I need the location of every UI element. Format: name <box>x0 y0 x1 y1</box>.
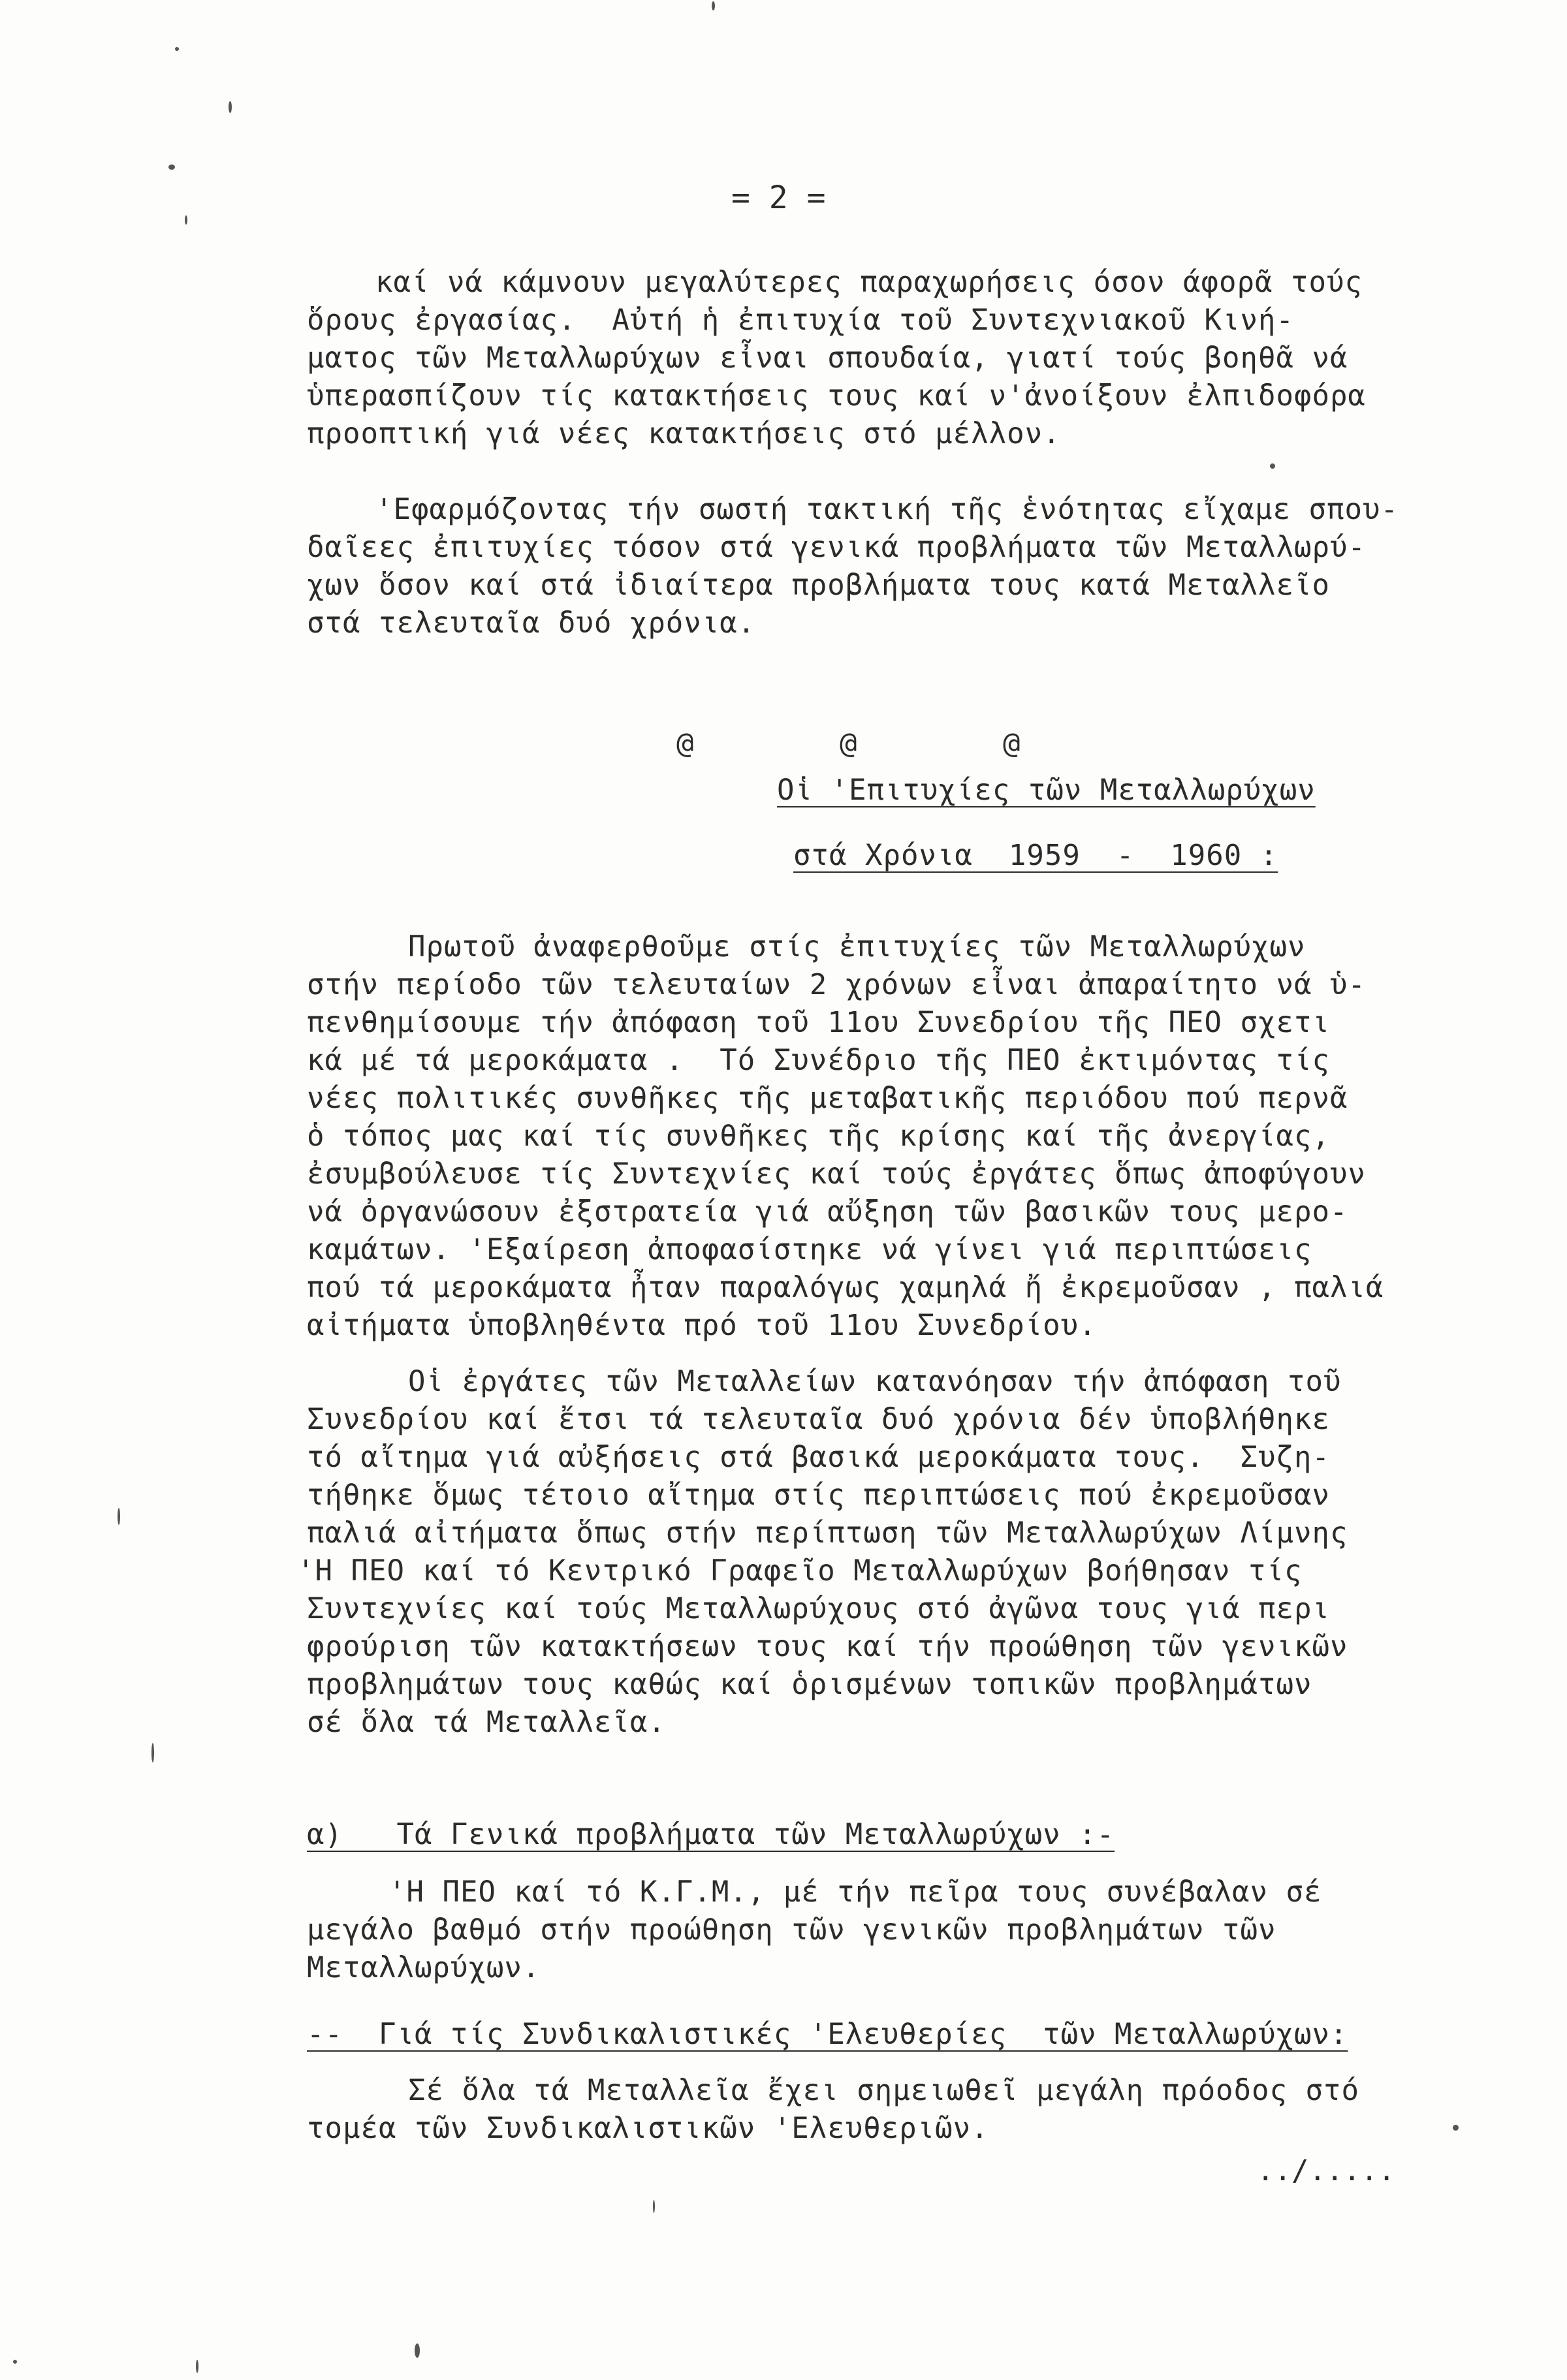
text-line: τομέα τῶν Συνδικαλιστικῶν 'Ελευθεριῶν. <box>307 2112 989 2145</box>
text-line: πενθημίσουμε τήν ἀπόφαση τοῦ 11ου Συνεδρίου τῆς ΠΕΟ σχετι <box>307 1006 1330 1039</box>
subsection-heading <box>307 2016 1348 2054</box>
text-line: ἐσυμβούλευσε τίς Συντεχνίες καί τούς ἐργάτες ὅπως ἀποφύγουν <box>307 1157 1366 1191</box>
text-line: αἰτήματα ὑποβληθέντα πρό τοῦ 11ου Συνεδρίου. <box>307 1309 1097 1342</box>
text-line: Σέ ὅλα τά Μεταλλεῖα ἔχει σημειωθεῖ μεγάλη πρόοδος στό <box>408 2074 1359 2107</box>
text-line: Μεταλλωρύχων. <box>307 1951 541 1984</box>
scan-speck <box>196 2360 198 2373</box>
scan-speck <box>118 1508 120 1525</box>
text-line: νά ὀργανώσουν ἐξστρατεία γιά αὔξηση τῶν βασικῶν τους μερο- <box>307 1195 1348 1229</box>
page-number: = 2 = <box>731 180 826 216</box>
section-heading: Οἱ 'Επιτυχίες τῶν Μεταλλωρύχων <box>777 774 1316 807</box>
text-line: νέες πολιτικές συνθῆκες τῆς μεταβατικῆς περιόδου πού περνᾶ <box>307 1082 1348 1115</box>
text-line: πού τά μεροκάματα ἦταν παραλόγως χαμηλά ἤ ἐκρεμοῦσαν , παλιά <box>307 1271 1384 1304</box>
text-line: Συνεδρίου καί ἔτσι τά τελευταῖα δυό χρόνια δέν ὑποβλήθηκε <box>307 1403 1330 1436</box>
scan-speck <box>168 164 175 170</box>
text-line: 'Η ΠΕΟ καί τό Κ.Γ.Μ., μέ τήν πεῖρα τους συνέβαλαν σέ <box>388 1875 1322 1909</box>
at-mark: @ <box>839 727 857 760</box>
text-line: σέ ὅλα τά Μεταλλεῖα. <box>307 1706 666 1739</box>
text-line: τό αἴτημα γιά αὐξήσεις στά βασικά μεροκάματα τους. Συζη- <box>307 1441 1330 1474</box>
text-line: καμάτων. 'Εξαίρεση ἀποφασίστηκε νά γίνει γιά περιπτώσεις <box>307 1233 1312 1266</box>
section-heading: στά Χρόνια 1959 - 1960 : <box>793 839 1278 872</box>
scan-speck <box>13 2360 17 2364</box>
text-line: χων ὅσον καί στά ἰδιαίτερα προβλήματα τους κατά Μεταλλεῖο <box>307 569 1330 602</box>
text-line: κά μέ τά μεροκάματα . Τό Συνέδριο τῆς ΠΕΟ ἐκτιμόντας τίς <box>307 1044 1330 1077</box>
text-line: 'Εφαρμόζοντας τήν σωστή τακτική τῆς ἑνότητας εἴχαμε σπου- <box>375 493 1399 526</box>
scan-speck <box>653 2200 655 2213</box>
text-line: στήν περίοδο τῶν τελευταίων 2 χρόνων εἶναι ἀπαραίτητο νά ὑ- <box>307 968 1366 1001</box>
subsection-heading: α) Τά Γενικά προβλήματα τῶν Μεταλλωρύχων :- <box>307 1818 1115 1851</box>
text-line: ὑπερασπίζουν τίς κατακτήσεις τους καί ν'ἀνοίξουν ἐλπιδοφόρα <box>307 379 1366 413</box>
text-line: ὅρους ἐργασίας. Αὐτή ἡ ἐπιτυχία τοῦ Συντεχνιακοῦ Κινή- <box>307 304 1294 337</box>
at-mark: @ <box>1002 727 1021 760</box>
text-line: προβλημάτων τους καθώς καί ὁρισμένων τοπικῶν προβλημάτων <box>307 1668 1312 1701</box>
text-line: παλιά αἰτήματα ὅπως στήν περίπτωση τῶν Μεταλλωρύχων Λίμνης <box>307 1516 1348 1550</box>
scan-speck <box>151 1743 154 1762</box>
text-line: δαῖεες ἐπιτυχίες τόσον στά γενικά προβλήματα τῶν Μεταλλωρύ- <box>307 531 1366 564</box>
scan-speck <box>1453 2125 1459 2131</box>
text-line: καί νά κάμνουν μεγαλύτερες παραχωρήσεις όσον άφορᾶ τούς <box>375 266 1363 299</box>
text-line: τήθηκε ὅμως τέτοιο αἴτημα στίς περιπτώσεις πού ἐκρεμοῦσαν <box>307 1479 1330 1512</box>
scan-speck <box>712 1 715 10</box>
scan-speck <box>415 2343 420 2358</box>
text-line: 'Η ΠΕΟ καί τό Κεντρικό Γραφεῖο Μεταλλωρύχων βοήθησαν τίς <box>297 1554 1303 1588</box>
text-line: Οἱ ἐργάτες τῶν Μεταλλείων κατανόησαν τήν ἀπόφαση τοῦ <box>408 1365 1342 1398</box>
scan-speck <box>185 215 187 225</box>
text-line: Πρωτοῦ ἀναφερθοῦμε στίς ἐπιτυχίες τῶν Μεταλλωρύχων <box>408 930 1306 963</box>
text-line: Συντεχνίες καί τούς Μεταλλωρύχους στό ἀγῶνα τους γιά περι <box>307 1592 1330 1625</box>
scan-speck <box>1270 463 1275 469</box>
text-line: ὁ τόπος μας καί τίς συνθῆκες τῆς κρίσης καί τῆς ἀνεργίας, <box>307 1120 1330 1153</box>
continuation-mark: ../..... <box>1257 2154 1395 2187</box>
text-line: προοπτική γιά νέες κατακτήσεις στό μέλλον. <box>307 417 1061 450</box>
scan-speck <box>175 47 179 51</box>
text-line: στά τελευταῖα δυό χρόνια. <box>307 606 756 640</box>
at-mark: @ <box>676 727 694 760</box>
text-line: μεγάλο βαθμό στήν προώθηση τῶν γενικῶν προβλημάτων τῶν <box>307 1913 1276 1947</box>
subsection-heading-text: -- Γιά τίς Συνδικαλιστικές 'Ελευθερίες τῶν Μεταλλωρύχων: <box>307 2018 1348 2051</box>
text-line: φρούριση τῶν κατακτήσεων τους καί τήν προώθηση τῶν γενικῶν <box>307 1630 1348 1663</box>
scan-speck <box>229 101 232 113</box>
text-line: ματος τῶν Μεταλλωρύχων εἶναι σπουδαία, γιατί τούς βοηθᾶ νά <box>307 341 1348 375</box>
